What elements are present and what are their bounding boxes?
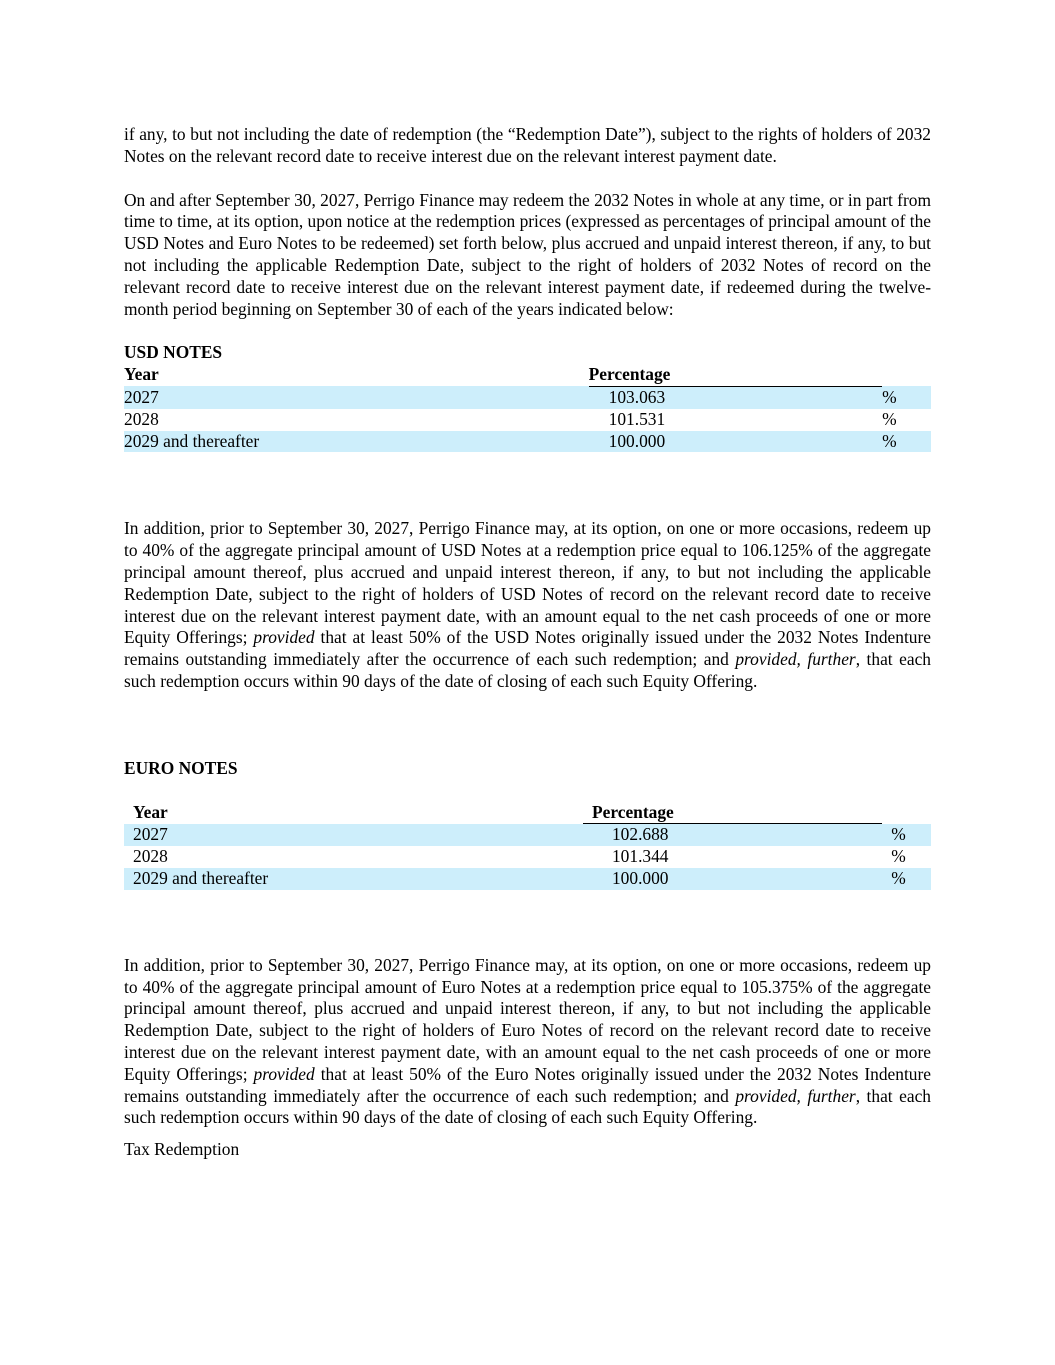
euro-col-symbol: [882, 802, 931, 824]
table-row: [124, 824, 931, 846]
usd-row-percentage: 103.063: [589, 386, 882, 408]
euro-row-percent-sign: %: [891, 846, 906, 867]
usd-row-percentage: 101.531: [608, 408, 666, 429]
usd-col-percentage: Percentage: [589, 364, 882, 386]
paragraph-redemption-date: if any, to but not including the date of redemption (the “Redemption Date”), subject to the rights of holders of 2032 Notes on the relevant record date to receive interest due on the relevant interest payment date.: [124, 124, 931, 166]
paragraph-euro-equity-redemption: In addition, prior to September 30, 2027, Perrigo Finance may, at its option, on one or more occasions, redeem up to 40% of the aggregate principal amount of Euro Notes at a redemption price equal to 105.375% of the aggregate principal amount thereof, plus accrued and unpaid interest thereon, if any, to but not including the applicable Redemption Date, subject to the right of holders of Euro Notes of record on the relevant record date to receive interest due on the relevant interest payment date, with an amount equal to the net cash proceeds of one or more Equity Offerings; provided that at least 50% of the Euro Notes originally issued under the 2032 Notes Indenture remains outstanding immediately after the occurrence of each such redemption; and provided, further, that each such redemption occurs within 90 days of the date of closing of each such Equity Offering.: [124, 954, 931, 1128]
table-row: [124, 868, 931, 890]
usd-notes-heading: USD NOTES: [124, 342, 223, 363]
table-row: [124, 846, 931, 868]
usd-row-percent-sign: %: [882, 386, 931, 408]
euro-row-percentage: 101.344: [611, 846, 669, 867]
euro-row-percent-sign: %: [882, 868, 931, 890]
usd-row-percentage: 100.000: [589, 431, 882, 453]
euro-row-percentage: 100.000: [583, 868, 882, 890]
table-row: [124, 409, 931, 431]
usd-col-year: Year: [124, 364, 159, 385]
usd-row-percent-sign: %: [882, 431, 931, 453]
usd-table-header: [124, 364, 931, 386]
document-page: [124, 124, 931, 1161]
table-row: [124, 431, 931, 453]
euro-col-year: Year: [133, 801, 168, 822]
table-row: [124, 386, 931, 408]
euro-row-year: 2029 and thereafter: [124, 868, 583, 890]
euro-row-year: 2028: [133, 846, 168, 867]
usd-col-symbol: [882, 364, 931, 386]
usd-row-year: 2028: [124, 408, 159, 429]
euro-row-percent-sign: %: [882, 824, 931, 846]
euro-row-year: 2027: [124, 824, 583, 846]
usd-notes-table: [124, 364, 931, 452]
usd-row-year: 2027: [124, 386, 589, 408]
euro-table-header: [124, 802, 931, 824]
usd-row-percent-sign: %: [882, 408, 897, 429]
paragraph-usd-equity-redemption: In addition, prior to September 30, 2027, Perrigo Finance may, at its option, on one or more occasions, redeem up to 40% of the aggregate principal amount of USD Notes at a redemption price equal to 106.125% of the aggregate principal amount thereof, plus accrued and unpaid interest thereon, if any, to but not including the applicable Redemption Date, subject to the right of holders of USD Notes of record on the relevant record date to receive interest due on the relevant interest payment date, with an amount equal to the net cash proceeds of one or more Equity Offerings; provided that at least 50% of the USD Notes originally issued under the 2032 Notes Indenture remains outstanding immediately after the occurrence of each such redemption; and provided, further, that each such redemption occurs within 90 days of the date of closing of each such Equity Offering.: [124, 518, 931, 691]
paragraph-optional-redemption: On and after September 30, 2027, Perrigo Finance may redeem the 2032 Notes in whole at any time, or in part from time to time, at its option, upon notice at the redemption prices (expressed as percentages of principal amount of the USD Notes and Euro Notes to be redeemed) set forth below, plus accrued and unpaid interest thereon, if any, to but not including the applicable Redemption Date, subject to the right of holders of 2032 Notes of record on the relevant record date to receive interest due on the relevant interest payment date, if redeemed during the twelve-month period beginning on September 30 of each of the years indicated below:: [124, 189, 931, 319]
euro-col-percentage: Percentage: [583, 802, 882, 824]
euro-notes-table: [124, 802, 931, 890]
tax-redemption-heading: Tax Redemption: [124, 1139, 240, 1160]
euro-row-percentage: 102.688: [583, 824, 882, 846]
euro-notes-heading: EURO NOTES: [124, 757, 238, 778]
usd-row-year: 2029 and thereafter: [124, 431, 589, 453]
